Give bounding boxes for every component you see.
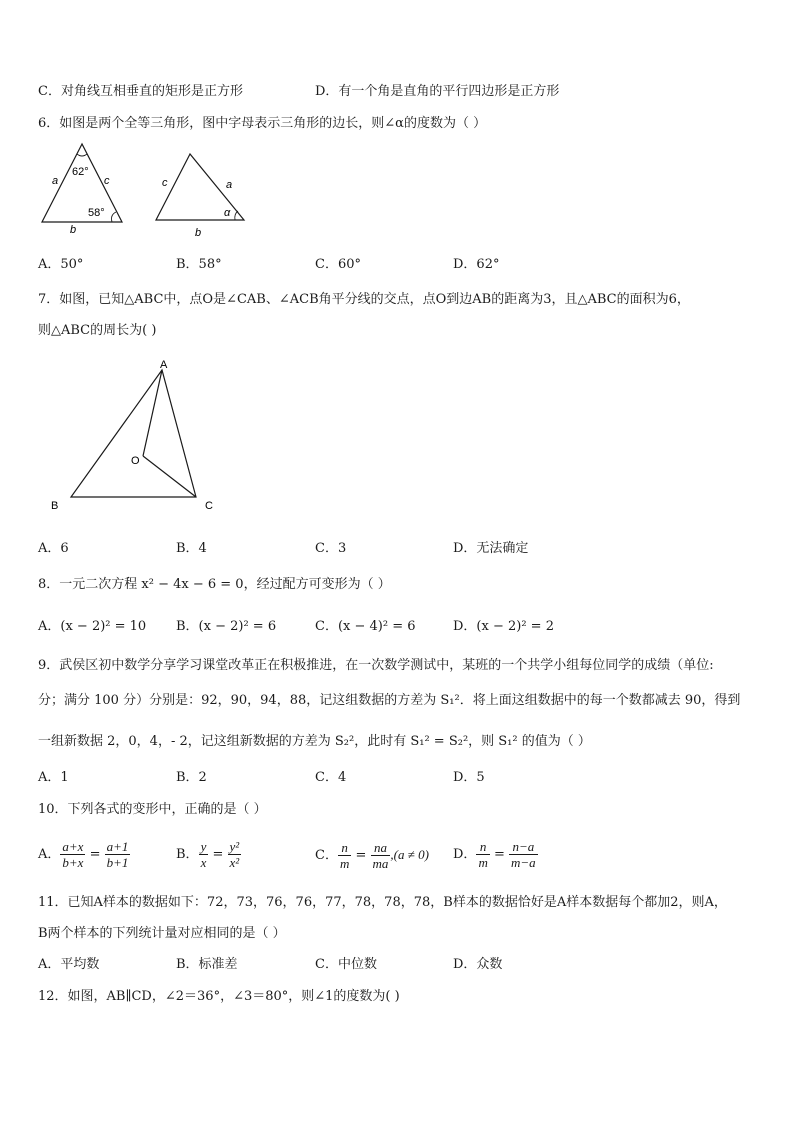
q11-option-b: B．标准差 bbox=[176, 957, 238, 972]
q9-option-c: C．4 bbox=[315, 770, 347, 785]
q10a-left-fraction: $\frac{a+x}{b+x}$ bbox=[62, 839, 84, 870]
q7-option-a: A．6 bbox=[38, 541, 69, 556]
q11-option-a: A．平均数 bbox=[38, 957, 100, 972]
q9-line2: 分；满分 100 分）分别是：92，90，94，88，记这组数据的方差为 S₁²．将上面这组数据中的每一个数都减去 90，得到 bbox=[38, 693, 741, 708]
q7-option-c: C．3 bbox=[315, 541, 347, 556]
q11-option-c: C．中位数 bbox=[315, 957, 377, 972]
q6-fig2-side-c: c bbox=[162, 177, 168, 189]
q6-stem: 6．如图是两个全等三角形，图中字母表示三角形的边长，则∠α的度数为（ ） bbox=[38, 116, 487, 131]
q10d-left-fraction: $\frac{n}{m}$ bbox=[478, 839, 488, 870]
q7-label-b: B bbox=[51, 500, 59, 512]
q11-line1: 11．已知A样本的数据如下：72，73，76，76，77，78，78，78，B样本的数据恰好是A样本数据每个都加2，则A， bbox=[38, 895, 727, 910]
q7-label-c: C bbox=[205, 500, 213, 512]
q6-fig1-angle-right: 58° bbox=[88, 207, 105, 219]
q9-option-d: D．5 bbox=[453, 770, 485, 785]
q6-fig2-angle-alpha: α bbox=[224, 207, 231, 219]
q11-line2: B两个样本的下列统计量对应相同的是（ ） bbox=[38, 926, 286, 941]
q10-option-d: D． $\frac{n}{m}$ = $\frac{n-a}{m-a}$ bbox=[453, 839, 536, 870]
q7-label-o: O bbox=[131, 455, 140, 467]
q6-fig1-side-c: c bbox=[104, 175, 110, 187]
q7-option-b: B．4 bbox=[176, 541, 207, 556]
q10-stem: 10．下列各式的变形中，正确的是（ ） bbox=[38, 802, 267, 817]
q10c-right-fraction: $\frac{na}{ma}$ bbox=[372, 840, 389, 871]
q7-option-d: D．无法确定 bbox=[453, 541, 529, 556]
q8-option-c: C．(x − 4)² = 6 bbox=[315, 619, 416, 634]
q7-stem-line2: 则△ABC的周长为( ) bbox=[38, 323, 157, 338]
q6-fig1-side-b: b bbox=[70, 224, 77, 236]
q6-option-d: D．62° bbox=[453, 257, 500, 272]
q10d-right-fraction: $\frac{n-a}{m-a}$ bbox=[511, 839, 536, 870]
q9-option-b: B．2 bbox=[176, 770, 207, 785]
q7-stem-line1: 7．如图，已知△ABC中，点O是∠CAB、∠ACB角平分线的交点，点O到边AB的距离为3，且△ABC的面积为6， bbox=[38, 292, 690, 307]
q8-stem: 8．一元二次方程 x² − 4x − 6 = 0，经过配方可变形为（ ） bbox=[38, 577, 391, 592]
q6-figure-1 bbox=[36, 138, 136, 242]
q7-figure bbox=[44, 354, 234, 519]
q7-label-a: A bbox=[160, 359, 168, 371]
q10-option-b: B． $\frac{y}{x}$ = $\frac{\text{y²}}{\text{x²}}$ bbox=[176, 839, 240, 870]
q9-option-a: A．1 bbox=[38, 770, 69, 785]
q10a-right-fraction: $\frac{a+1}{b+1}$ bbox=[106, 839, 129, 870]
q9-line3: 一组新数据 2，0，4，- 2，记这组新数据的方差为 S₂²，此时有 S₁² = S₂²，则 S₁² 的值为（ ） bbox=[38, 734, 591, 749]
q10b-right-fraction: $\frac{\text{y²}}{\text{x²}}$ bbox=[229, 839, 240, 870]
q6-figure-2 bbox=[150, 148, 254, 244]
q5-option-c: C．对角线互相垂直的矩形是正方形 bbox=[38, 84, 243, 99]
q6-fig2-side-a: a bbox=[226, 179, 233, 191]
q6-option-a: A．50° bbox=[38, 257, 84, 272]
q10-option-a: A． $\frac{a+x}{b+x}$ = $\frac{a+1}{b+1}$ bbox=[38, 839, 129, 870]
q10b-left-fraction: $\frac{y}{x}$ bbox=[200, 839, 207, 870]
q10c-left-fraction: $\frac{n}{m}$ bbox=[339, 840, 350, 871]
q11-option-d: D．众数 bbox=[453, 957, 503, 972]
q6-fig1-angle-top: 62° bbox=[72, 166, 89, 178]
q8-option-b: B．(x − 2)² = 6 bbox=[176, 619, 277, 634]
q8-option-d: D．(x − 2)² = 2 bbox=[453, 619, 554, 634]
q6-option-c: C．60° bbox=[315, 257, 361, 272]
q10-option-c: C． $\frac{n}{m}$ = $\frac{na}{ma}$ ,(a ≠ 0) bbox=[315, 840, 429, 871]
q8-option-a: A．(x − 2)² = 10 bbox=[38, 619, 147, 634]
q12-stem: 12．如图，AB∥CD，∠2＝36°，∠3＝80°，则∠1的度数为( ) bbox=[38, 989, 400, 1004]
q5-option-d: D．有一个角是直角的平行四边形是正方形 bbox=[315, 84, 560, 99]
q6-fig1-side-a: a bbox=[52, 175, 59, 187]
q6-fig2-side-b: b bbox=[195, 227, 202, 239]
q6-option-b: B．58° bbox=[176, 257, 222, 272]
q9-line1: 9．武侯区初中数学分享学习课堂改革正在积极推进，在一次数学测试中，某班的一个共学小组每位同学的成绩（单位: bbox=[38, 658, 714, 673]
